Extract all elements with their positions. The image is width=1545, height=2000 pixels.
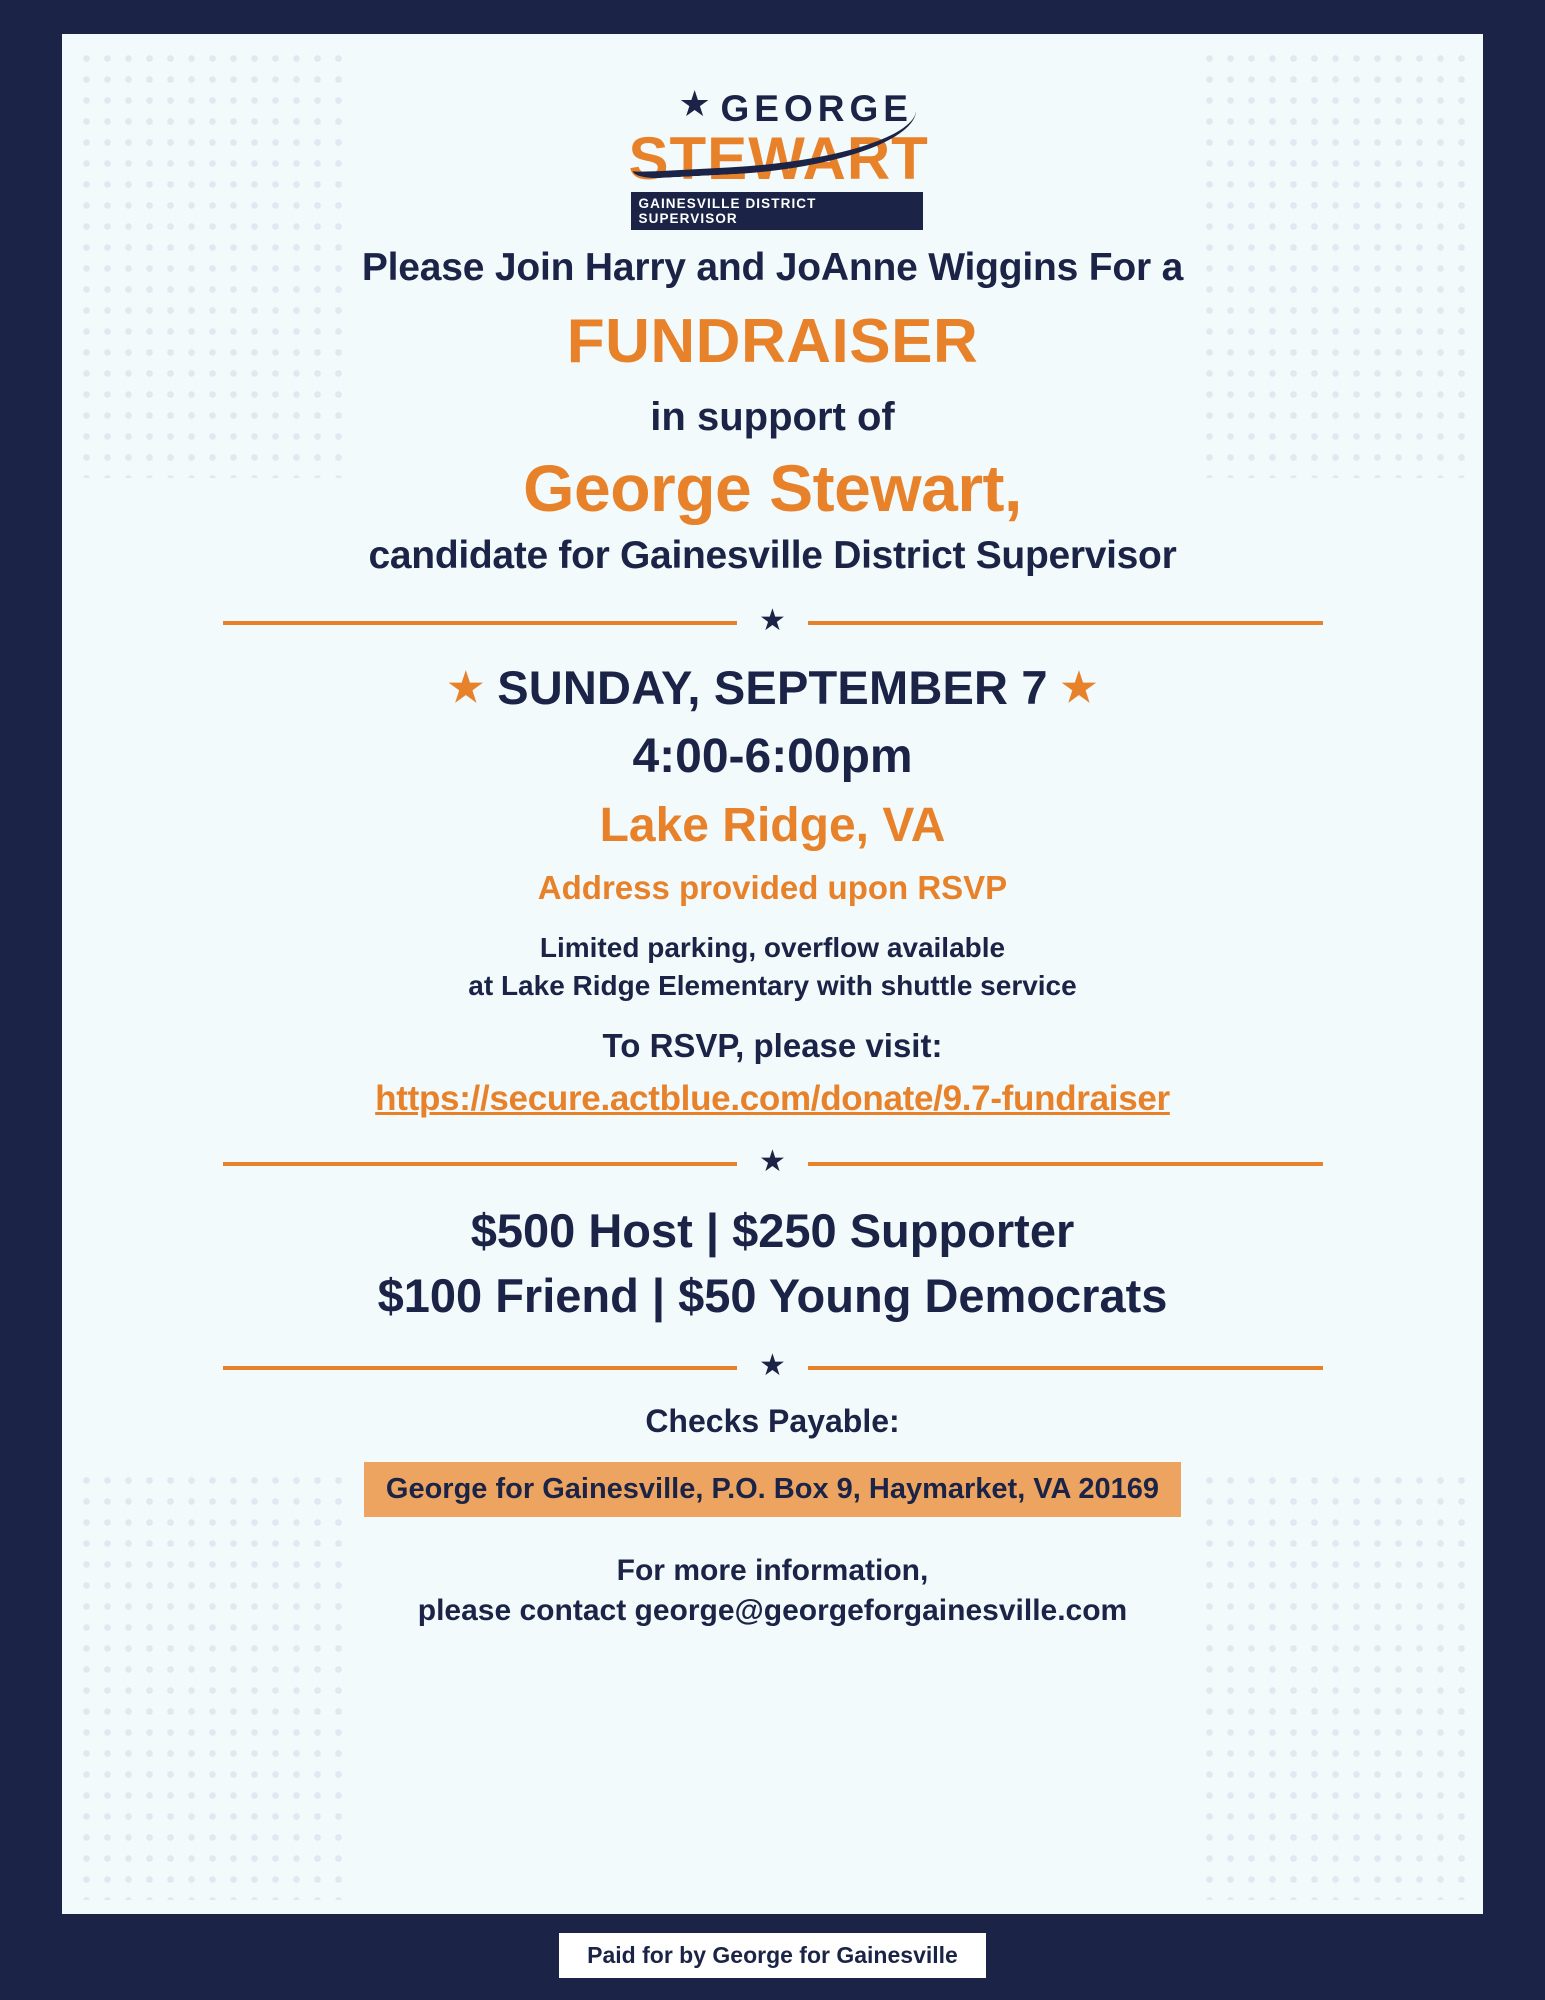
contact-info [148, 1551, 1397, 1632]
parking-line-2: at Lake Ridge Elementary with shuttle service [468, 969, 1077, 1001]
logo-star-icon: ★ [678, 83, 711, 124]
divider-bar-left [223, 1366, 738, 1370]
divider-middle [223, 1144, 1323, 1179]
divider-bar-right [808, 621, 1323, 625]
rsvp-link[interactable]: https://secure.actblue.com/donate/9.7-fundraiser [375, 1078, 1170, 1118]
checks-payee-address: George for Gainesville, P.O. Box 9, Haymarket, VA 20169 [364, 1462, 1181, 1517]
divider-star-icon: ★ [759, 1144, 786, 1178]
event-date-text: SUNDAY, SEPTEMBER 7 [497, 661, 1048, 714]
divider-bottom [223, 1348, 1323, 1383]
giving-levels-row-2: $100 Friend | $50 Young Democrats [377, 1268, 1168, 1322]
divider-bar-right [808, 1162, 1323, 1166]
invitation-join-line: Please Join Harry and JoAnne Wiggins For a [361, 246, 1184, 289]
giving-levels-row-1: $500 Host | $250 Supporter [470, 1203, 1075, 1257]
logo-first-name: GEORGE [720, 88, 913, 129]
date-star-left-icon: ★ [447, 666, 484, 710]
event-date [148, 660, 1397, 715]
divider-star-icon: ★ [759, 1348, 786, 1382]
contact-line-1: For more information, [616, 1553, 929, 1587]
rsvp-label: To RSVP, please visit: [602, 1026, 943, 1064]
divider-bar-left [223, 1162, 738, 1166]
event-address-note: Address provided upon RSVP [537, 869, 1008, 906]
divider-bar-right [808, 1366, 1323, 1370]
in-support-of-line: in support of [650, 395, 895, 439]
parking-info [148, 929, 1397, 1005]
divider-top [223, 604, 1323, 638]
campaign-logo [623, 83, 929, 230]
divider-star-icon: ★ [759, 604, 786, 637]
event-time: 4:00-6:00pm [632, 730, 913, 783]
flyer-card [62, 34, 1483, 1914]
disclaimer-text: Paid for by George for Gainesville [587, 1942, 958, 1968]
logo-subtitle: GAINESVILLE DISTRICT SUPERVISOR [631, 192, 923, 230]
event-location: Lake Ridge, VA [599, 799, 946, 852]
paid-for-by-box [559, 1933, 986, 1978]
event-type-heading: FUNDRAISER [566, 307, 979, 376]
contact-line-2: please contact george@georgeforgainesville.com [417, 1594, 1128, 1628]
date-star-right-icon: ★ [1061, 666, 1098, 710]
parking-line-1: Limited parking, overflow available [539, 932, 1006, 963]
flyer-content [148, 84, 1397, 1632]
checks-payable-label: Checks Payable: [645, 1402, 900, 1439]
candidate-name: George Stewart, [523, 451, 1022, 525]
logo-last-name: STEWART [628, 125, 929, 192]
divider-bar-left [223, 621, 738, 625]
candidate-title: candidate for Gainesville District Supervisor [368, 534, 1177, 577]
footer-area [40, 1914, 1505, 1978]
